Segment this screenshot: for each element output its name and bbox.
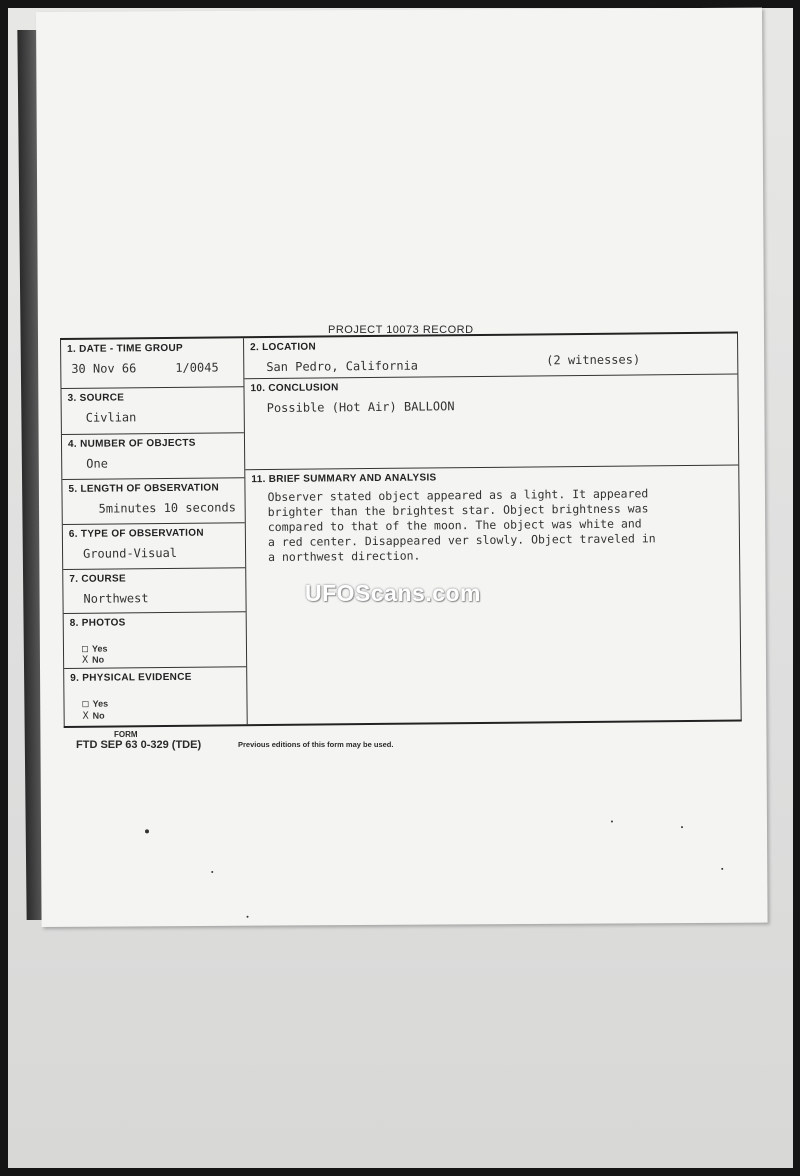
source-value: Civlian <box>85 410 137 425</box>
photos-no-option <box>82 655 104 666</box>
form-word: FORM <box>114 730 138 739</box>
speck <box>611 820 613 822</box>
number-of-objects-field <box>62 433 244 480</box>
physical-evidence-yes-option <box>82 699 108 710</box>
type-of-observation-value: Ground-Visual <box>83 545 178 561</box>
conclusion-label: 10. CONCLUSION <box>250 382 339 395</box>
photos-yes-option <box>82 644 108 655</box>
location-value: San Pedro, California <box>266 358 419 375</box>
location-field <box>244 334 737 380</box>
summary-line: Observer stated object appeared as a light. It appeared <box>267 486 649 505</box>
physical-evidence-yes-label: Yes <box>92 698 109 709</box>
conclusion-value: Possible (Hot Air) BALLOON <box>266 399 455 416</box>
physical-evidence-field <box>64 667 247 724</box>
speck <box>211 871 213 873</box>
brief-summary-text <box>267 486 708 565</box>
course-label: 7. COURSE <box>69 573 126 585</box>
speck <box>681 826 683 828</box>
photos-yes-checkbox: □ <box>81 643 89 655</box>
course-field <box>63 568 245 614</box>
photos-field <box>64 612 247 669</box>
form-title: PROJECT 10073 RECORD <box>328 324 474 336</box>
length-of-observation-label: 5. LENGTH OF OBSERVATION <box>68 482 220 495</box>
watermark: UFOScans.com <box>305 580 481 606</box>
form-left-column <box>61 338 248 726</box>
course-value: Northwest <box>83 591 149 606</box>
physical-evidence-label: 9. PHYSICAL EVIDENCE <box>70 671 192 684</box>
length-of-observation-field <box>62 478 244 525</box>
speck <box>721 868 723 870</box>
summary-line: brighter than the brightest star. Object brightness was <box>267 501 649 520</box>
physical-evidence-no-checkbox: X <box>82 710 89 722</box>
summary-line: compared to that of the moon. The object was white and <box>267 516 642 535</box>
date-value: 30 Nov 66 <box>71 361 137 376</box>
conclusion-field <box>244 374 738 470</box>
date-time-group-field <box>61 338 243 389</box>
brief-summary-label: 11. BRIEF SUMMARY AND ANALYSIS <box>251 472 437 486</box>
form-right-column <box>244 334 741 725</box>
photos-yes-label: Yes <box>91 643 108 654</box>
summary-line: a northwest direction. <box>268 548 421 565</box>
record-form <box>60 331 742 727</box>
summary-line: a red center. Disappeared ver slowly. Object traveled in <box>267 531 656 550</box>
physical-evidence-no-label: No <box>92 710 105 721</box>
speck <box>145 829 149 833</box>
photos-no-label: No <box>92 654 105 665</box>
number-of-objects-label: 4. NUMBER OF OBJECTS <box>67 437 196 450</box>
length-of-observation-value: 5minutes 10 seconds <box>98 500 236 516</box>
photos-label: 8. PHOTOS <box>69 617 126 629</box>
source-label: 3. SOURCE <box>67 392 125 404</box>
number-of-objects-value: One <box>86 456 108 471</box>
location-label: 2. LOCATION <box>250 341 317 354</box>
location-note: (2 witnesses) <box>546 352 641 368</box>
photos-no-checkbox: X <box>82 654 89 666</box>
form-edition-note: Previous editions of this form may be used. <box>238 740 394 749</box>
date-time-group-label: 1. DATE - TIME GROUP <box>67 342 183 355</box>
source-field <box>61 387 243 435</box>
physical-evidence-no-option <box>83 711 105 722</box>
type-of-observation-label: 6. TYPE OF OBSERVATION <box>68 527 204 540</box>
time-value: 1/0045 <box>175 360 219 375</box>
physical-evidence-yes-checkbox: □ <box>82 698 89 710</box>
form-number: FTD SEP 63 0-329 (TDE) <box>76 739 202 751</box>
speck <box>247 916 249 918</box>
type-of-observation-field <box>63 523 245 570</box>
